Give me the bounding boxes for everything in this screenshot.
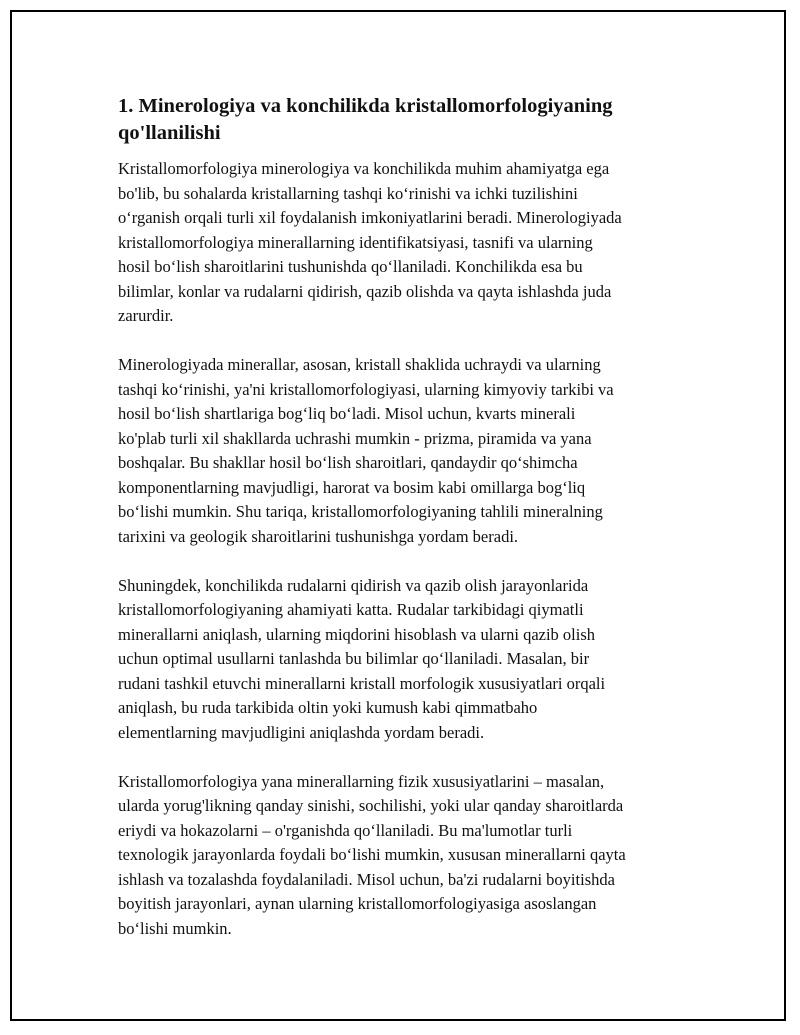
- paragraph-1: Kristallomorfologiya minerologiya va konchilikda muhim ahamiyatga ega bo'lib, bu sohalarda kristallarning tashqi ko‘rinishi va ichki tuzilishini o‘rganish orqali turli xil foydalanish imkoniyatlarini beradi. Minerologiyada kristallomorfologiya minerallarning identifikatsiyasi, tasnifi va ularning hosil bo‘lish sharoitlarini tushunishda qo‘llaniladi. Konchilikda esa bu bilimlar, konlar va rudalarni qidirish, qazib olishda va qayta ishlashda juda zarurdir.: [118, 159, 622, 325]
- section-heading: 1. Minerologiya va konchilikda kristallomorfologiyaning qo'llanilishi: [118, 95, 613, 144]
- paragraph-4: Kristallomorfologiya yana minerallarning fizik xususiyatlarini – masalan, ularda yorug'likning qanday sinishi, sochilishi, yoki ular qanday sharoitlarda eriydi va hokazolarni – o'rganishda qo‘llaniladi. Bu ma'lumotlar turli texnologik jarayonlarda foydali bo‘lishi mumkin, xususan minerallarni qayta ishlash va tozalashda foydalaniladi. Misol uchun, ba'zi rudalarni boyitishda boyitish jarayonlari, aynan ularning kristallomorfologiyasiga asoslangan bo‘lishi mumkin.: [118, 771, 626, 938]
- paragraph-3: Shuningdek, konchilikda rudalarni qidirish va qazib olish jarayonlarida kristallomorfologiyaning ahamiyati katta. Rudalar tarkibidagi qiymatli minerallarni aniqlash, ularning miqdorini hisoblash va ularni qazib olish uchun optimal usullarni tanlashda bu bilimlar qo‘llaniladi. Masalan, bir rudani tashkil etuvchi minerallarni kristall morfologik xususiyatlari orqali aniqlash, bu ruda tarkibida oltin yoki kumush kabi qimmatbaho elementlarning mavjudligini aniqlashda yordam beradi.: [118, 575, 606, 742]
- document-body: [118, 93, 698, 941]
- paragraph-2: Minerologiyada minerallar, asosan, kristall shaklida uchraydi va ularning tashqi ko‘rinishi, ya'ni kristallomorfologiyasi, ularning kimyoviy tarkibi va hosil bo‘lish shartlariga bog‘liq bo‘ladi. Misol uchun, kvarts minerali ko'plab turli xil shakllarda uchrashi mumkin - prizma, piramida va yana boshqalar. Bu shakllar hosil bo‘lish sharoitlari, qandaydir qo‘shimcha komponentlarning mavjudligi, harorat va bosim kabi omillarga bog‘liq bo‘lishi mumkin. Shu tariqa, kristallomorfologiyaning tahlili mineralning tarixini va geologik sharoitlarini tushunishga yordam beradi.: [118, 355, 614, 546]
